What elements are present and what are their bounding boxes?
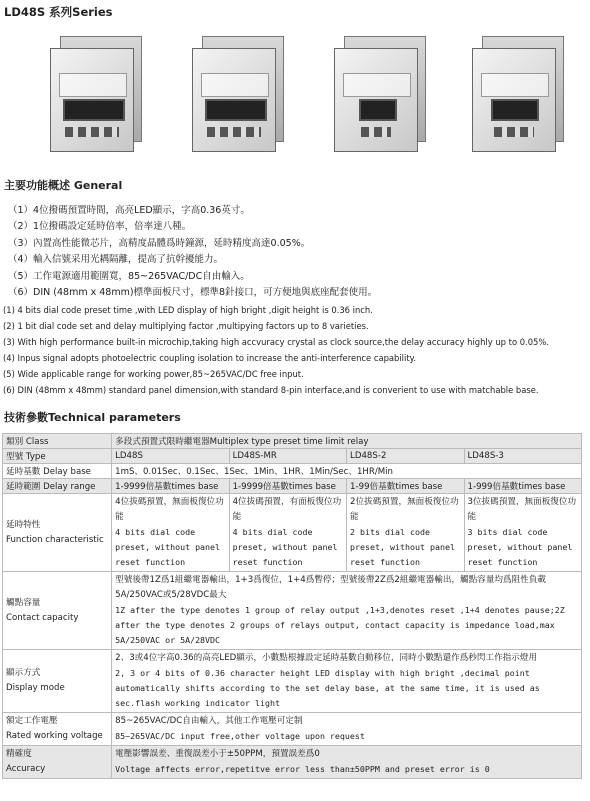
table-row — [3, 464, 582, 479]
accuracy-label: 精確度 Accuracy — [3, 746, 112, 779]
type-cell: LD48S-2 — [347, 449, 464, 464]
list-item: (1) 4 bits dial code preset time ,with LED display of high bright ,digit height is 0.36 inch. — [3, 305, 373, 315]
tech-heading: 技術參數Technical parameters — [4, 411, 181, 424]
func-label: 延時特性 Function characteristic — [3, 494, 112, 572]
display-label: 顯示方式 Display mode — [3, 650, 112, 713]
product-photos — [50, 30, 570, 158]
table-row — [3, 572, 582, 650]
product-photo-2 — [192, 30, 286, 152]
list-item: (5) Wide applicable range for working power,85~265VAC/DC free input. — [3, 369, 304, 379]
product-photo-3 — [334, 30, 428, 152]
list-item: （5）工作電源適用範圍寬，85~265VAC/DC自由輸入。 — [8, 270, 250, 282]
type-label: 型號 Type — [3, 449, 112, 464]
class-value: 多段式預置式限時繼電器Multiplex type preset time limit relay — [112, 434, 582, 449]
list-item: (4) Inpus signal adopts photoelectric coupling isolation to increase the anti-interference capability. — [3, 353, 417, 363]
table-row — [3, 449, 582, 464]
display-value: 2、3或4位字高0.36的高亮LED顯示，小數點根據設定延時基數自動移位，同時小數點還作爲秒閃工作指示燈用 2, 3 or 4 bits of 0.36 character height LED display with high bright ,decimal point automatically shifts according to the set delay base, at the same time, it is used as sec.flash working indicator light — [112, 650, 582, 713]
type-cell: LD48S-3 — [464, 449, 582, 464]
base-label: 延時基數 Delay base — [3, 464, 112, 479]
table-row — [3, 479, 582, 494]
contact-label: 觸點容量 Contact capacity — [3, 572, 112, 650]
table-row — [3, 650, 582, 713]
list-item: （2）1位撥碼設定延時倍率，倍率達八種。 — [8, 221, 192, 233]
table-row — [3, 713, 582, 746]
func-cell: 3位拔碼預置，無面板復位功能 3 bits dial code preset, without panel reset function — [464, 494, 582, 572]
range-cell: 1-99倍基數times base — [347, 479, 464, 494]
func-cell: 4位拔碼預置，有面板復位功能 4 bits dial code preset, without panel reset function — [229, 494, 346, 572]
list-item: (6) DIN (48mm x 48mm) standard panel dimension,with standard 8-pin interface,and is converient to use with matchable base. — [3, 385, 539, 395]
func-cell: 4位拔碼預置，無面板復位功能 4 bits dial code preset, without panel reset function — [112, 494, 229, 572]
voltage-label: 額定工作電壓 Rated working voltage — [3, 713, 112, 746]
spec-table — [2, 433, 582, 779]
list-item: （1）4位撥碼預置時間，高亮LED顯示，字高0.36英寸。 — [8, 205, 250, 216]
list-item: (2) 1 bit dial code set and delay multiplying factor ,multipying factors up to 8 varieties. — [3, 321, 369, 331]
list-item: (3) With high performance built-in microchip,taking high accvuracy crystal as clock source,the delay accuracy highly up to 0.05%. — [3, 337, 550, 347]
table-row — [3, 494, 582, 572]
features-cn-list — [8, 203, 377, 301]
table-row — [3, 746, 582, 779]
voltage-value: 85~265VAC/DC自由輸入，其他工作電壓可定制 85~265VAC/DC input free,other voltage upon request — [112, 713, 582, 746]
features-en-list — [3, 302, 549, 398]
base-value: 1mS、0.01Sec、0.1Sec、1Sec、1Min、1HR、1Min/Sec、1HR/Min — [112, 464, 582, 479]
product-photo-1 — [50, 30, 144, 152]
page-title: LD48S 系列Series — [4, 5, 113, 19]
type-cell: LD48S — [112, 449, 229, 464]
table-row — [3, 434, 582, 449]
range-label: 延時範圍 Delay range — [3, 479, 112, 494]
list-item: （6）DIN (48mm x 48mm)標準面板尺寸，標準8針接口，可方便地與底座配套使用。 — [8, 287, 378, 299]
range-cell: 1-9999倍基數times base — [229, 479, 346, 494]
class-label: 類別 Class — [3, 434, 112, 449]
features-heading: 主要功能概述 General — [4, 179, 123, 192]
range-cell: 1-9999倍基數times base — [112, 479, 229, 494]
list-item: （4）輸入信號采用光耦隔離，提高了抗幹擾能力。 — [8, 254, 224, 266]
func-cell: 2位拔碼預置，無面板復位功能 2 bits dial code preset, without panel reset function — [347, 494, 464, 572]
range-cell: 1-999倍基數times base — [464, 479, 582, 494]
product-photo-4 — [472, 30, 566, 152]
list-item: （3）內置高性能微芯片，高精度晶體爲時鐘源，延時精度高達0.05%。 — [8, 237, 311, 249]
accuracy-value: 電壓影響誤差、重復誤差小于±50PPM，預置誤差爲0 Voltage affects error,repetitve error less than±50PPM and preset error is 0 — [112, 746, 582, 779]
contact-value: 型號後帶1Z爲1組繼電器輸出，1+3爲復位，1+4爲暫停；型號後帶2Z爲2組繼電器輸出，觸點容量均爲阻性負載5A/250VAC或5/28VDC最大 1Z after the type denotes 1 group of relay output ,1+3,denotes reset ,1+4 denotes pause;2Z after the type denotes 2 groups of relays output, contact capacity is impedance load,max 5A/250VAC or 5A/28VDC — [112, 572, 582, 650]
type-cell: LD48S-MR — [229, 449, 346, 464]
